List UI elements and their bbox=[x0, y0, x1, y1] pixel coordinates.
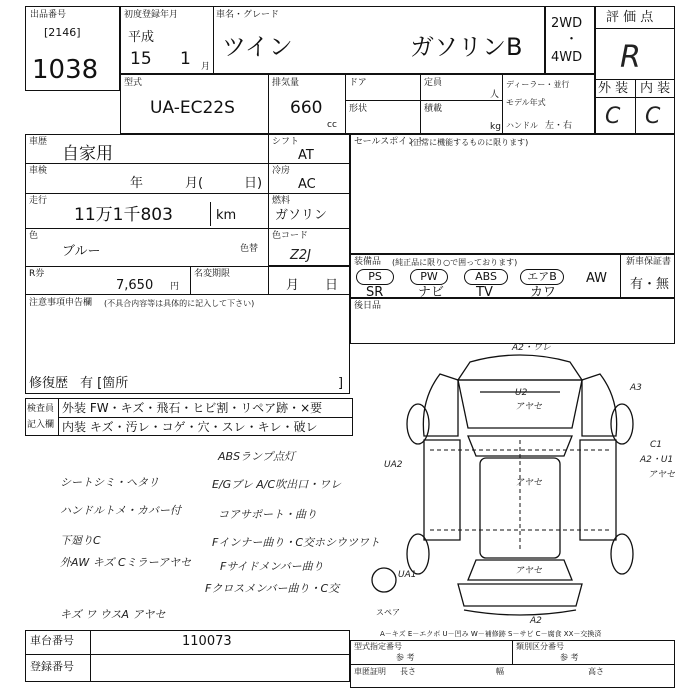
name-change-month: 月 bbox=[286, 278, 300, 293]
displacement-label: 排気量 bbox=[272, 78, 300, 88]
color-value: ブルー bbox=[62, 244, 101, 259]
interior-grade: C bbox=[645, 104, 661, 129]
entry-label: 記入欄 bbox=[27, 420, 55, 430]
load-label: 積載 bbox=[424, 104, 443, 114]
rear-seat-label: 後日品 bbox=[354, 301, 382, 311]
model-label: 型式 bbox=[124, 78, 143, 88]
drive-dot: ・ bbox=[565, 32, 579, 47]
mark-ua2: UA2 bbox=[384, 460, 403, 470]
opt-navi: ナビ bbox=[418, 285, 445, 300]
mark-u2-note: アヤセ bbox=[515, 402, 543, 412]
note-underbody: 下廻りC bbox=[60, 534, 101, 547]
eval-score: R bbox=[620, 40, 641, 75]
era: 平成 bbox=[128, 30, 155, 45]
width-label: 幅 bbox=[496, 667, 504, 676]
note-abs-lamp: ABSランプ点灯 bbox=[218, 450, 296, 463]
model-value: UA-EC22S bbox=[150, 98, 235, 118]
mark-ua1: UA1 bbox=[398, 570, 417, 580]
dims-label: 車匿証明 bbox=[354, 667, 386, 676]
mark-spare: スペア bbox=[376, 608, 400, 617]
color-label: 色 bbox=[29, 231, 39, 241]
repair-label: 修復歴 bbox=[29, 376, 69, 391]
first-reg-label: 初度登録年月 bbox=[124, 10, 179, 20]
persons-unit: 人 bbox=[490, 90, 500, 100]
caution-note: (不具合内容等は具体的に記入して下さい) bbox=[104, 299, 255, 308]
mark-u2: U2 bbox=[515, 388, 528, 398]
interior-checks: 内装 キズ・汚レ・コゲ・穴・スレ・キレ・破レ bbox=[62, 420, 318, 434]
sales-point-label: セールスポイント bbox=[354, 137, 426, 147]
mark-roof-note: アヤセ bbox=[515, 478, 543, 488]
history-label: 車歴 bbox=[29, 137, 48, 147]
fuel-label: 燃料 bbox=[272, 196, 291, 206]
note-f-inner: Fインナー曲り・C交ホシウツワト bbox=[212, 536, 381, 549]
doors-label: ドア bbox=[349, 78, 367, 88]
type-no-label: 型式指定番号 bbox=[354, 642, 402, 651]
recycle-value: 7,650 bbox=[116, 278, 154, 293]
note-seat-stain: シートシミ・ヘタリ bbox=[60, 476, 159, 489]
history-value: 自家用 bbox=[62, 144, 113, 164]
mark-a3: A3 bbox=[630, 383, 642, 393]
inspection-label: 車検 bbox=[29, 166, 48, 176]
note-outer-aw: 外AW キズ Cミラーアヤセ bbox=[60, 556, 192, 569]
sales-point-box bbox=[350, 134, 675, 254]
height-label: 高さ bbox=[588, 667, 604, 676]
equipment-note: (純正品に限り○で囲っております) bbox=[392, 258, 518, 267]
shift-label: シフト bbox=[272, 137, 300, 147]
note-engine-shake: E/Gブレ A/C吹出口・ワレ bbox=[212, 478, 342, 491]
mark-a2-bottom: A2 bbox=[530, 616, 542, 626]
shift-value: AT bbox=[298, 148, 314, 163]
exterior-label: 外 装 bbox=[598, 81, 629, 96]
caution-label: 注意事項申告欄 bbox=[29, 298, 93, 308]
handle-value: 左・右 bbox=[545, 121, 573, 131]
inspection-year: 年 bbox=[130, 176, 144, 191]
dealer-label: ディーラー・並行 bbox=[506, 80, 570, 89]
mileage-label: 走行 bbox=[29, 196, 48, 206]
inspector-label: 検査員 bbox=[27, 404, 55, 414]
lot-label: 出品番号 bbox=[30, 10, 67, 20]
car-dashed-panels bbox=[430, 440, 610, 550]
repair-value: 有 [箇所 bbox=[80, 376, 129, 391]
drive-2wd: 2WD bbox=[551, 16, 583, 31]
registration-label: 登録番号 bbox=[30, 660, 74, 673]
mark-rear-note: アヤセ bbox=[515, 566, 543, 576]
repair-close: ] bbox=[338, 376, 344, 391]
class-no-label: 類別区分番号 bbox=[516, 642, 564, 651]
opt-aw: AW bbox=[586, 271, 608, 286]
car-name: ツイン bbox=[222, 33, 293, 61]
note-core-support: コアサポート・曲り bbox=[218, 508, 317, 521]
lot-number: 1038 bbox=[32, 55, 99, 85]
length-label: 長さ bbox=[400, 667, 416, 676]
opt-tv: TV bbox=[476, 285, 493, 300]
capacity-label: 定員 bbox=[424, 78, 443, 88]
opt-airbag: エアB bbox=[520, 269, 564, 285]
interior-label: 内 装 bbox=[640, 81, 671, 96]
opt-ps: PS bbox=[356, 269, 394, 285]
equipment-label: 装備品 bbox=[354, 257, 382, 267]
chassis-label: 車台番号 bbox=[30, 634, 74, 647]
month-num: 1 bbox=[180, 49, 191, 69]
grade: ガソリンB bbox=[410, 33, 523, 61]
warranty-value: 有・無 bbox=[630, 277, 670, 292]
handle-label: ハンドル bbox=[506, 121, 538, 130]
displacement-value: 660 bbox=[290, 98, 323, 118]
shape-label: 形状 bbox=[349, 104, 368, 114]
ac-label: 冷房 bbox=[272, 166, 291, 176]
name-change-day: 日 bbox=[325, 278, 339, 293]
cc-unit: cc bbox=[327, 120, 337, 130]
exterior-grade: C bbox=[605, 104, 621, 129]
note-f-cross-member: Fクロスメンバー曲り・C交 bbox=[205, 582, 340, 595]
car-name-label: 車名・グレード bbox=[216, 10, 280, 20]
year-num: 15 bbox=[130, 49, 152, 69]
opt-sr: SR bbox=[366, 285, 384, 300]
name-change-label: 名変期限 bbox=[194, 269, 231, 279]
damage-legend: A－キズ E－エクボ U－凹み W－補修跡 S－サビ C－腐食 XX－交換済 bbox=[380, 630, 602, 638]
ref-right: 参 考 bbox=[560, 653, 579, 662]
recycle-label: R券 bbox=[29, 269, 45, 279]
opt-abs: ABS bbox=[464, 269, 508, 285]
mark-c1: C1 bbox=[650, 440, 663, 450]
ref-left: 参 考 bbox=[396, 653, 415, 662]
note-scratch: キズ ワ ウスA アヤセ bbox=[60, 608, 166, 621]
month-unit: 月 bbox=[201, 62, 211, 72]
chassis-number: 110073 bbox=[182, 634, 232, 649]
km-unit: km bbox=[216, 208, 237, 223]
drive-4wd: 4WD bbox=[551, 50, 583, 65]
color-code-label: 色コード bbox=[272, 231, 309, 241]
mark-a2-top: A2・ワレ bbox=[512, 343, 551, 353]
exterior-checks: 外装 FW・キズ・飛石・ヒビ割・リペア跡・×要 bbox=[62, 401, 323, 415]
yen-unit: 円 bbox=[170, 282, 180, 292]
mark-a2-u1: A2・U1 bbox=[640, 455, 674, 465]
fuel-value: ガソリン bbox=[275, 208, 328, 223]
mark-a2-u1-note: アヤセ bbox=[648, 470, 676, 480]
inspection-day: 日) bbox=[244, 176, 263, 191]
rear-seat-box bbox=[350, 298, 675, 344]
color-change-label: 色替 bbox=[240, 244, 259, 254]
color-code: Z2J bbox=[290, 248, 312, 263]
eval-label: 評 価 点 bbox=[606, 10, 654, 25]
opt-leather: カワ bbox=[530, 285, 557, 300]
warranty-label: 新車保証書 bbox=[626, 257, 672, 267]
lot-bracket: [2146] bbox=[44, 26, 81, 39]
ac-value: AC bbox=[298, 177, 316, 192]
kg-unit: kg bbox=[490, 122, 501, 132]
model-year-label: モデル年式 bbox=[506, 98, 546, 107]
note-f-side-member: Fサイドメンバー曲り bbox=[220, 560, 324, 573]
sales-point-note: (正常に機能するものに限ります) bbox=[410, 138, 529, 147]
opt-pw: PW bbox=[410, 269, 448, 285]
mileage-value: 11万1千803 bbox=[74, 205, 173, 225]
note-handle-cover: ハンドルトメ・カバー付 bbox=[60, 504, 181, 517]
inspection-month: 月( bbox=[185, 176, 204, 191]
